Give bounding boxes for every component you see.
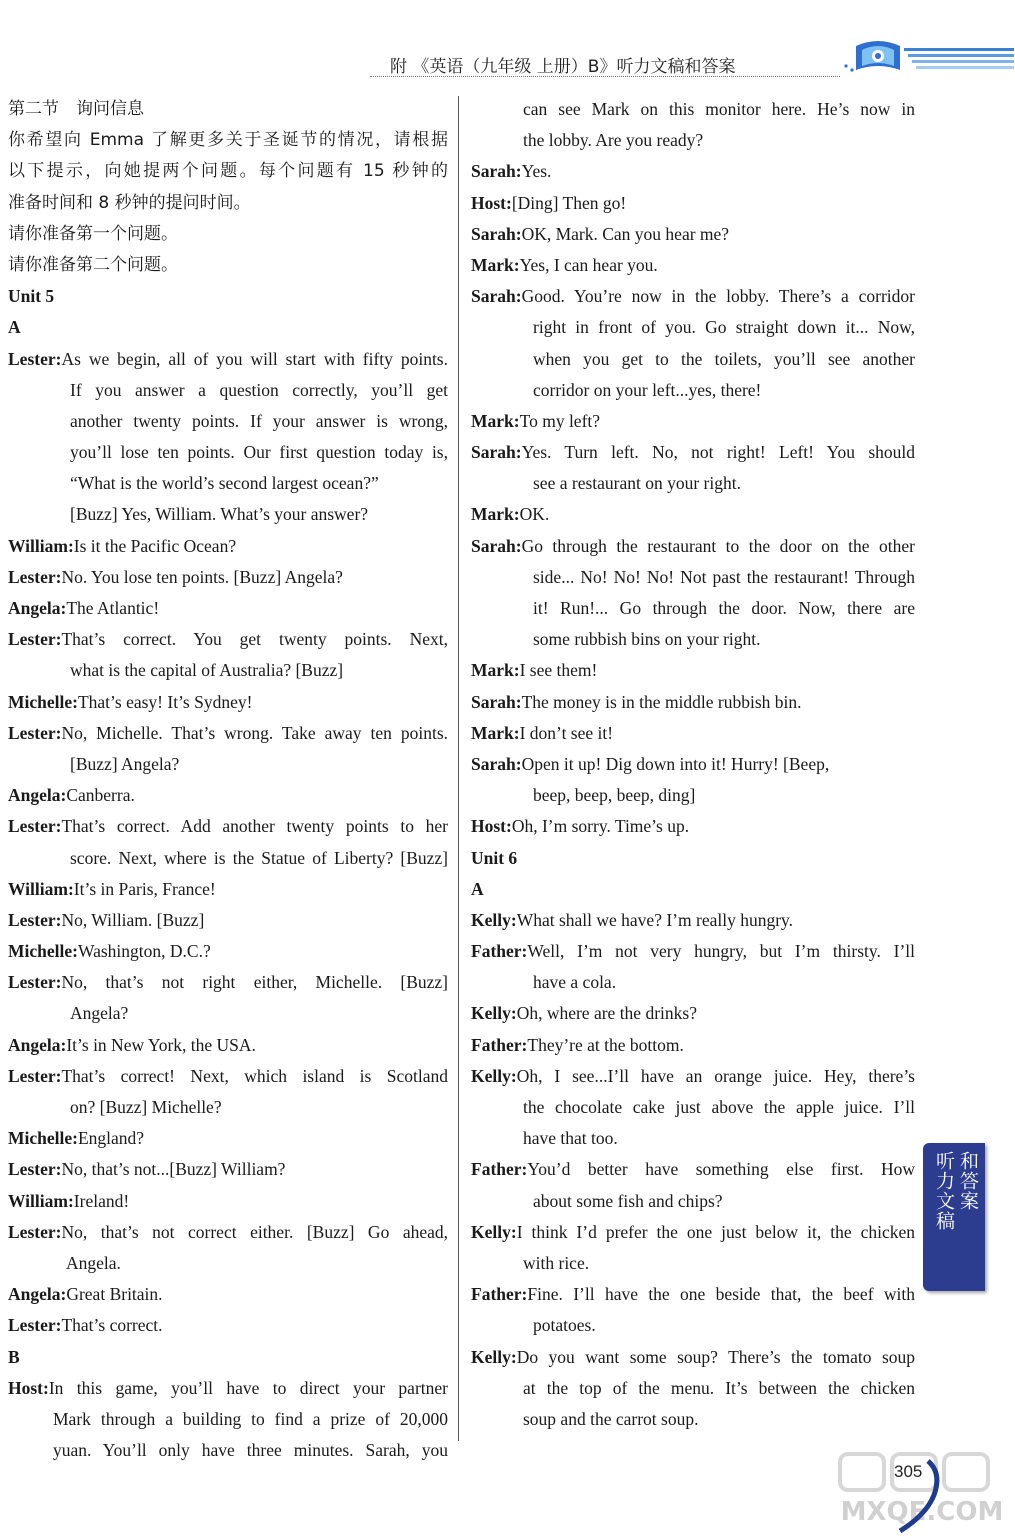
dialogue-text: Oh, where are the drinks? bbox=[516, 1003, 697, 1024]
dialogue-text: To my left? bbox=[519, 410, 601, 431]
speaker-label: Sarah: bbox=[471, 286, 522, 307]
dialogue-text: Yes. bbox=[521, 161, 552, 182]
dialogue-text: No, that’s not correct either. [Buzz] Go ahead, bbox=[61, 1221, 448, 1242]
dialogue-line bbox=[471, 749, 915, 780]
instruction-text: 以下提示，向她提两个问题。每个问题有 15 秒钟的 bbox=[8, 161, 448, 182]
dialogue-text: OK. bbox=[519, 504, 550, 525]
dialogue-text: with rice. bbox=[523, 1252, 590, 1273]
section-heading: 第二节 询问信息 bbox=[8, 99, 144, 119]
speaker-label: Lester: bbox=[8, 629, 62, 650]
dialogue-line bbox=[8, 1217, 448, 1248]
dialogue-line bbox=[471, 219, 915, 250]
speaker-label: Angela: bbox=[8, 1284, 67, 1305]
dialogue-line bbox=[8, 1186, 448, 1217]
dialogue-line bbox=[8, 531, 448, 562]
dialogue-text: Great Britain. bbox=[66, 1284, 163, 1305]
speaker-label: Kelly: bbox=[471, 1221, 517, 1242]
speaker-label: Sarah: bbox=[471, 691, 522, 712]
instruction-text: 请你准备第一个问题。 bbox=[8, 223, 178, 244]
dialogue-line bbox=[471, 1279, 915, 1310]
unit-heading: Unit 5 bbox=[8, 286, 55, 307]
speaker-label: Michelle: bbox=[8, 941, 78, 962]
dialogue-line bbox=[8, 344, 448, 375]
instruction-text: 准备时间和 8 秒钟的提问时间。 bbox=[8, 192, 251, 213]
dialogue-text: Fine. I’ll have the one beside that, the beef with bbox=[527, 1284, 915, 1305]
speaker-label: Sarah: bbox=[471, 753, 522, 774]
dialogue-text: OK, Mark. Can you hear me? bbox=[521, 223, 730, 244]
part-heading: A bbox=[471, 878, 484, 899]
dialogue-text: The money is in the middle rubbish bin. bbox=[521, 691, 802, 712]
speaker-label: Kelly: bbox=[471, 1065, 517, 1086]
dialogue-text: another twenty points. If your answer is wrong, bbox=[70, 410, 448, 431]
speaker-label: Mark: bbox=[471, 504, 520, 525]
dialogue-text: about some fish and chips? bbox=[533, 1190, 723, 1211]
right-column bbox=[471, 94, 915, 1435]
dialogue-text: corridor on your left...yes, there! bbox=[533, 379, 762, 400]
dialogue-text: The Atlantic! bbox=[66, 598, 160, 618]
speaker-label: William: bbox=[8, 1190, 74, 1211]
dialogue-line bbox=[8, 1373, 448, 1404]
dialogue-text: Angela? bbox=[70, 1003, 129, 1024]
dialogue-text: what is the capital of Australia? [Buzz] bbox=[70, 660, 344, 681]
dialogue-text: have that too. bbox=[523, 1128, 618, 1149]
part-heading: B bbox=[8, 1346, 20, 1367]
speaker-label: Sarah: bbox=[471, 535, 522, 556]
dialogue-line bbox=[471, 188, 915, 219]
dialogue-line bbox=[8, 687, 448, 718]
dialogue-line bbox=[471, 156, 915, 187]
dialogue-line bbox=[471, 1342, 915, 1373]
dialogue-text: I see them! bbox=[519, 660, 598, 681]
dialogue-text: No, that’s not right either, Michelle. [Buzz] bbox=[61, 972, 448, 993]
speaker-label: Lester: bbox=[8, 1315, 62, 1336]
speaker-label: Father: bbox=[471, 1284, 528, 1305]
dialogue-text: What shall we have? I’m really hungry. bbox=[516, 909, 794, 930]
dialogue-line bbox=[8, 874, 448, 905]
dialogue-text: It’s in Paris, France! bbox=[73, 878, 216, 899]
dialogue-text: [Buzz] Angela? bbox=[70, 753, 180, 774]
dialogue-line bbox=[471, 406, 915, 437]
dialogue-text: No, Michelle. That’s wrong. Take away ten points. bbox=[61, 722, 448, 743]
instruction-text: 请你准备第二个问题。 bbox=[8, 254, 178, 275]
dialogue-line bbox=[471, 655, 915, 686]
dialogue-text: see a restaurant on your right. bbox=[533, 473, 741, 494]
dialogue-text: Well, I’m not very hungry, but I’m thirsty. I’ll bbox=[527, 941, 915, 962]
side-tab-label: 和答案 bbox=[957, 1151, 979, 1211]
dialogue-text: That’s easy! It’s Sydney! bbox=[77, 691, 253, 712]
dialogue-line bbox=[8, 936, 448, 967]
dialogue-line bbox=[471, 437, 915, 468]
dialogue-line bbox=[471, 531, 915, 562]
dialogue-text: I don’t see it! bbox=[519, 722, 614, 743]
speaker-label: Kelly: bbox=[471, 909, 517, 930]
page-header-title: 附 《英语（九年级 上册）B》听力文稿和答案 bbox=[390, 57, 736, 77]
dialogue-text: They’re at the bottom. bbox=[527, 1034, 684, 1055]
speaker-label: Father: bbox=[471, 1159, 528, 1180]
dialogue-text: you’ll lose ten points. Our first question today is, bbox=[70, 442, 448, 463]
speaker-label: Host: bbox=[471, 816, 512, 837]
dialogue-line bbox=[471, 936, 915, 967]
dialogue-line bbox=[471, 811, 915, 842]
dialogue-text: In this game, you’ll have to direct your partner bbox=[48, 1377, 448, 1398]
dialogue-text: Angela. bbox=[66, 1252, 121, 1273]
dialogue-line bbox=[8, 1061, 448, 1092]
dialogue-text: It’s in New York, the USA. bbox=[66, 1034, 256, 1055]
dialogue-text: on? [Buzz] Michelle? bbox=[70, 1097, 222, 1117]
left-column bbox=[8, 94, 448, 1466]
dialogue-line bbox=[471, 718, 915, 749]
dialogue-line bbox=[8, 811, 448, 842]
speaker-label: Mark: bbox=[471, 660, 520, 681]
speaker-label: Sarah: bbox=[471, 161, 522, 182]
dialogue-text: England? bbox=[77, 1128, 145, 1149]
speaker-label: Lester: bbox=[8, 566, 62, 587]
dialogue-text: Do you want some soup? There’s the tomato soup bbox=[516, 1346, 915, 1367]
watermark-text: MXQE.COM bbox=[840, 1497, 1004, 1527]
column-divider bbox=[458, 96, 459, 1441]
speaker-label: Lester: bbox=[8, 348, 62, 369]
dialogue-text: Mark through a building to find a prize of 20,000 bbox=[53, 1408, 448, 1429]
dialogue-text: That’s correct. bbox=[61, 1315, 163, 1336]
speaker-label: Lester: bbox=[8, 972, 62, 993]
dialogue-line bbox=[8, 1030, 448, 1061]
page-number: 305 bbox=[894, 1462, 923, 1481]
dialogue-text: at the top of the menu. It’s between the chicken bbox=[523, 1377, 915, 1398]
dialogue-text: I think I’d prefer the one just below it, the chicken bbox=[516, 1221, 915, 1242]
side-tab-label: 听力文稿 bbox=[933, 1151, 955, 1231]
speaker-label: Sarah: bbox=[471, 223, 522, 244]
dialogue-text: Good. You’re now in the lobby. There’s a corridor bbox=[521, 286, 915, 307]
dialogue-line bbox=[8, 780, 448, 811]
dialogue-text: Washington, D.C.? bbox=[77, 941, 211, 962]
dialogue-line bbox=[471, 905, 915, 936]
dialogue-text: Is it the Pacific Ocean? bbox=[73, 535, 237, 556]
dialogue-line bbox=[8, 562, 448, 593]
dialogue-text: Go through the restaurant to the door on the other bbox=[521, 535, 915, 556]
dialogue-text: can see Mark on this monitor here. He’s now in bbox=[523, 99, 915, 119]
dialogue-text: beep, beep, beep, ding] bbox=[533, 785, 696, 806]
dialogue-text: right in front of you. Go straight down it... Now, bbox=[533, 317, 915, 338]
dialogue-line bbox=[8, 718, 448, 749]
dialogue-text: it! Run!... Go through the door. Now, there are bbox=[533, 598, 915, 618]
header-dotted-rule bbox=[370, 76, 840, 77]
dialogue-text: If you answer a question correctly, you’ll get bbox=[70, 379, 448, 400]
speaker-label: Father: bbox=[471, 941, 528, 962]
unit-heading: Unit 6 bbox=[471, 847, 518, 868]
section-side-tab bbox=[923, 1143, 985, 1291]
dialogue-text: the lobby. Are you ready? bbox=[523, 130, 704, 151]
dialogue-line bbox=[471, 499, 915, 530]
dialogue-line bbox=[471, 998, 915, 1029]
dialogue-text: when you get to the toilets, you’ll see another bbox=[533, 348, 915, 369]
dialogue-line bbox=[471, 1061, 915, 1092]
instruction-text: 你希望向 Emma 了解更多关于圣诞节的情况，请根据 bbox=[8, 130, 448, 151]
dialogue-text: No, William. [Buzz] bbox=[61, 909, 205, 930]
speaker-label: Lester: bbox=[8, 1065, 62, 1086]
dialogue-line bbox=[471, 1030, 915, 1061]
dialogue-line bbox=[8, 967, 448, 998]
speaker-label: Kelly: bbox=[471, 1003, 517, 1024]
dialogue-text: Oh, I’m sorry. Time’s up. bbox=[511, 816, 690, 837]
dialogue-text: Open it up! Dig down into it! Hurry! [Beep, bbox=[521, 753, 830, 774]
speaker-label: Michelle: bbox=[8, 1128, 78, 1149]
speaker-label: Lester: bbox=[8, 909, 62, 930]
speaker-label: Michelle: bbox=[8, 691, 78, 712]
dialogue-text: some rubbish bins on your right. bbox=[533, 629, 761, 650]
dialogue-text: “What is the world’s second largest ocean?” bbox=[70, 473, 379, 494]
dialogue-text: No. You lose ten points. [Buzz] Angela? bbox=[61, 566, 343, 587]
dialogue-text: have a cola. bbox=[533, 972, 617, 993]
speaker-label: Mark: bbox=[471, 410, 520, 431]
speaker-label: Mark: bbox=[471, 722, 520, 743]
dialogue-line bbox=[471, 1154, 915, 1185]
speaker-label: Lester: bbox=[8, 1221, 62, 1242]
dialogue-line bbox=[471, 250, 915, 281]
speaker-label: Angela: bbox=[8, 1034, 67, 1055]
book-logo-icon bbox=[838, 36, 1015, 80]
dialogue-text: Yes, I can hear you. bbox=[519, 254, 658, 275]
dialogue-text: That’s correct! Next, which island is Scotland bbox=[61, 1065, 448, 1086]
dialogue-text: No, that’s not...[Buzz] William? bbox=[61, 1159, 286, 1180]
dialogue-text: [Ding] Then go! bbox=[511, 192, 627, 213]
speaker-label: Angela: bbox=[8, 785, 67, 806]
dialogue-text: side... No! No! No! Not past the restaurant! Through bbox=[533, 566, 915, 587]
dialogue-text: soup and the carrot soup. bbox=[523, 1408, 699, 1429]
dialogue-text: potatoes. bbox=[533, 1315, 596, 1336]
speaker-label: William: bbox=[8, 535, 74, 556]
dialogue-text: As we begin, all of you will start with fifty points. bbox=[61, 348, 448, 369]
speaker-label: Kelly: bbox=[471, 1346, 517, 1367]
speaker-label: Angela: bbox=[8, 598, 67, 618]
dialogue-line bbox=[471, 687, 915, 718]
speaker-label: Mark: bbox=[471, 254, 520, 275]
part-heading: A bbox=[8, 317, 21, 338]
speaker-label: Lester: bbox=[8, 816, 62, 837]
dialogue-line bbox=[8, 1279, 448, 1310]
dialogue-text: Ireland! bbox=[73, 1190, 130, 1211]
dialogue-text: yuan. You’ll only have three minutes. Sarah, you bbox=[53, 1440, 448, 1461]
speaker-label: Father: bbox=[471, 1034, 528, 1055]
speaker-label: Lester: bbox=[8, 1159, 62, 1180]
dialogue-text: Canberra. bbox=[66, 785, 135, 806]
dialogue-line bbox=[471, 281, 915, 312]
dialogue-text: That’s correct. Add another twenty points to her bbox=[61, 816, 448, 837]
speaker-label: William: bbox=[8, 878, 74, 899]
speaker-label: Sarah: bbox=[471, 442, 522, 463]
dialogue-text: Oh, I see...I’ll have an orange juice. Hey, there’s bbox=[516, 1065, 915, 1086]
dialogue-text: You’d better have something else first. How bbox=[527, 1159, 915, 1180]
dialogue-line bbox=[8, 593, 448, 624]
dialogue-line bbox=[8, 905, 448, 936]
dialogue-line bbox=[8, 1154, 448, 1185]
speaker-label: Lester: bbox=[8, 722, 62, 743]
dialogue-text: the chocolate cake just above the apple juice. I’ll bbox=[523, 1097, 915, 1117]
speaker-label: Host: bbox=[471, 192, 512, 213]
speaker-label: Host: bbox=[8, 1377, 49, 1398]
dialogue-text: That’s correct. You get twenty points. Next, bbox=[61, 629, 448, 650]
dialogue-line bbox=[8, 1123, 448, 1154]
dialogue-line bbox=[471, 1217, 915, 1248]
dialogue-text: [Buzz] Yes, William. What’s your answer? bbox=[70, 504, 369, 525]
dialogue-line bbox=[8, 1310, 448, 1341]
dialogue-text: Yes. Turn left. No, not right! Left! You should bbox=[521, 442, 915, 463]
dialogue-text: score. Next, where is the Statue of Liberty? [Buzz] bbox=[70, 847, 448, 868]
dialogue-line bbox=[8, 624, 448, 655]
